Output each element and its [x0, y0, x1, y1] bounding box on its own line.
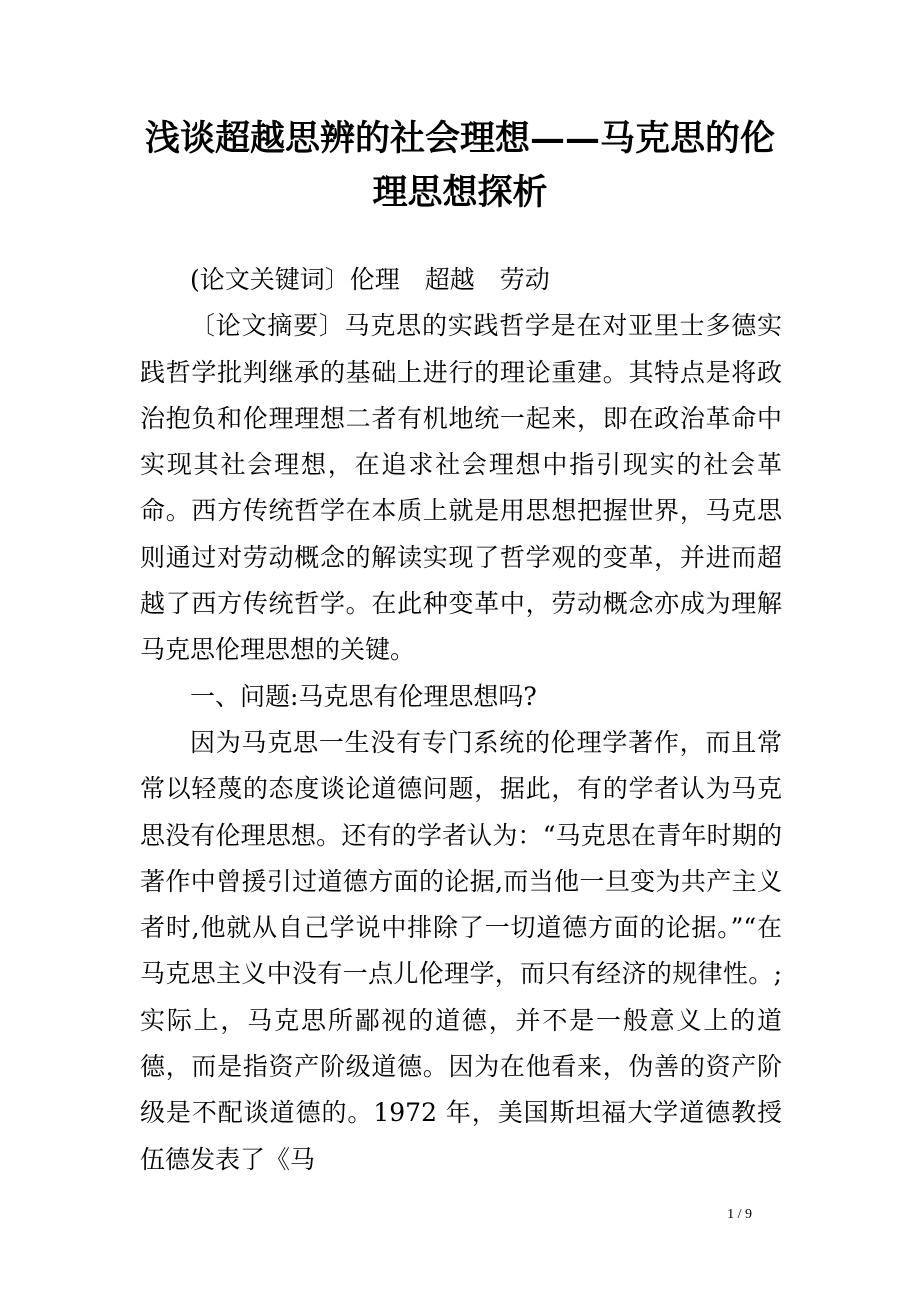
keywords-paragraph: (论文关键词〕伦理 超越 劳动 — [190, 265, 550, 294]
abstract-paragraph: 〔论文摘要〕马克思的实践哲学是在对亚里士多德实践哲学批判继承的基础上进行的理论重建。其特点是将政治抱负和伦理理想二者有机地统一起来，即在政治革命中实现其社会理想，在追求社会理想中指引现实的社会革命。西方传统哲学在本质上就是用思想把握世界，马克思则通过对劳动概念的解读实现了哲学观的变革，并进而超越了西方传统哲学。在此种变革中，劳动概念亦成为理解马克思伦理思想的关键。 — [140, 311, 782, 665]
document-title — [140, 112, 780, 220]
document-body — [140, 257, 782, 1183]
body-paragraph: 因为马克思一生没有专门系统的伦理学著作，而且常常以轻蔑的态度谈论道德问题，据此，有的学者认为马克思没有伦理思想。还有的学者认为：“马克思在青年时期的著作中曾援引过道德方面的论据,而当他一旦变为共产主义者时,他就从自己学说中排除了一切道德方面的论据。”“在马克思主义中没有一点儿伦理学，而只有经济的规律性。;实际上，马克思所鄙视的道德，并不是一般意义上的道德，而是指资产阶级道德。因为在他看来，伪善的资产阶级是不配谈道德的。1972 年，美国斯坦福大学道德教授伍德发表了《马 — [140, 727, 782, 1174]
page-number: 1 / 9 — [727, 1207, 752, 1222]
section-heading: 一、问题:马克思有伦理思想吗? — [190, 681, 537, 711]
title-line-1: 浅谈超越思辨的社会理想——马克思的伦 — [144, 118, 775, 159]
title-line-2: 理思想探析 — [372, 172, 548, 213]
